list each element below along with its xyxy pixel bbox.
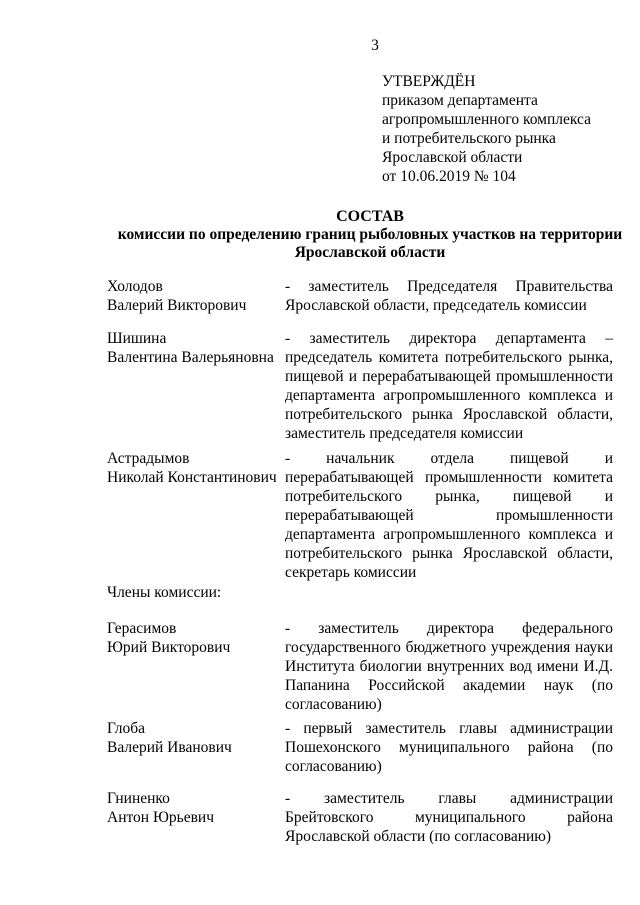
- member-role: - заместитель Председателя Правительства Ярославской области, председатель комиссии: [285, 278, 613, 314]
- approval-date: от 10.06.2019 № 104: [382, 168, 516, 185]
- approval-title: УТВЕРЖДЁН: [382, 73, 476, 90]
- member-surname: Астрадымов: [107, 450, 190, 467]
- member-role: - заместитель главы администрации Брейтовского муниципального района Ярославской области (по согласованию): [285, 790, 613, 845]
- approval-line: и потребительского рынка: [382, 130, 556, 147]
- approval-line: приказом департамента: [382, 92, 538, 109]
- member-surname: Шишина: [107, 330, 167, 347]
- member-given-name: Николай Константинович: [107, 469, 277, 486]
- title-line: Ярославской области: [294, 244, 446, 261]
- member-name: [107, 449, 282, 487]
- member-surname: Глоба: [107, 720, 146, 737]
- member-name: [107, 789, 282, 827]
- approval-stamp: [382, 72, 591, 186]
- member-role: - заместитель директора департамента – председатель комитета потребительского рынка, пищевой и перерабатывающей промышленности департамента агропромышленного комплекса и потребительского рынка Ярославской области, заместитель председателя комиссии: [285, 330, 613, 442]
- member-given-name: Антон Юрьевич: [107, 809, 215, 826]
- approval-line: Ярославской области: [382, 149, 523, 166]
- title-line: комиссии по определению границ рыболовных участков на территории: [117, 226, 623, 243]
- document-title: [100, 207, 640, 262]
- title-main: СОСТАВ: [336, 208, 404, 225]
- member-surname: Герасимов: [107, 620, 177, 637]
- approval-line: агропромышленного комплекса: [382, 111, 591, 128]
- member-name: [107, 619, 282, 657]
- page-number: 3: [371, 37, 379, 54]
- member-given-name: Валерий Викторович: [107, 297, 247, 314]
- member-name: [107, 719, 282, 757]
- member-name: [107, 277, 282, 315]
- member-surname: Гниненко: [107, 790, 170, 807]
- member-name: [107, 329, 282, 367]
- member-given-name: Валентина Валерьяновна: [107, 349, 274, 366]
- member-role: - первый заместитель главы администрации Пошехонского муниципального района (по согласованию): [285, 720, 613, 775]
- member-surname: Холодов: [107, 278, 163, 295]
- members-label: Члены комиссии:: [107, 584, 222, 601]
- member-role: - заместитель директора федерального государственного бюджетного учреждения науки Института биологии внутренних вод имени И.Д. Папанина Российской академии наук (по согласованию): [285, 620, 613, 713]
- member-given-name: Валерий Иванович: [107, 739, 232, 756]
- member-given-name: Юрий Викторович: [107, 639, 231, 656]
- member-role: - начальник отдела пищевой и перерабатывающей промышленности комитета потребительского рынка, пищевой и перерабатывающей промышленности департамента агропромышленного комплекса и потребительского рынка Ярославской области, секретарь комиссии: [285, 450, 613, 581]
